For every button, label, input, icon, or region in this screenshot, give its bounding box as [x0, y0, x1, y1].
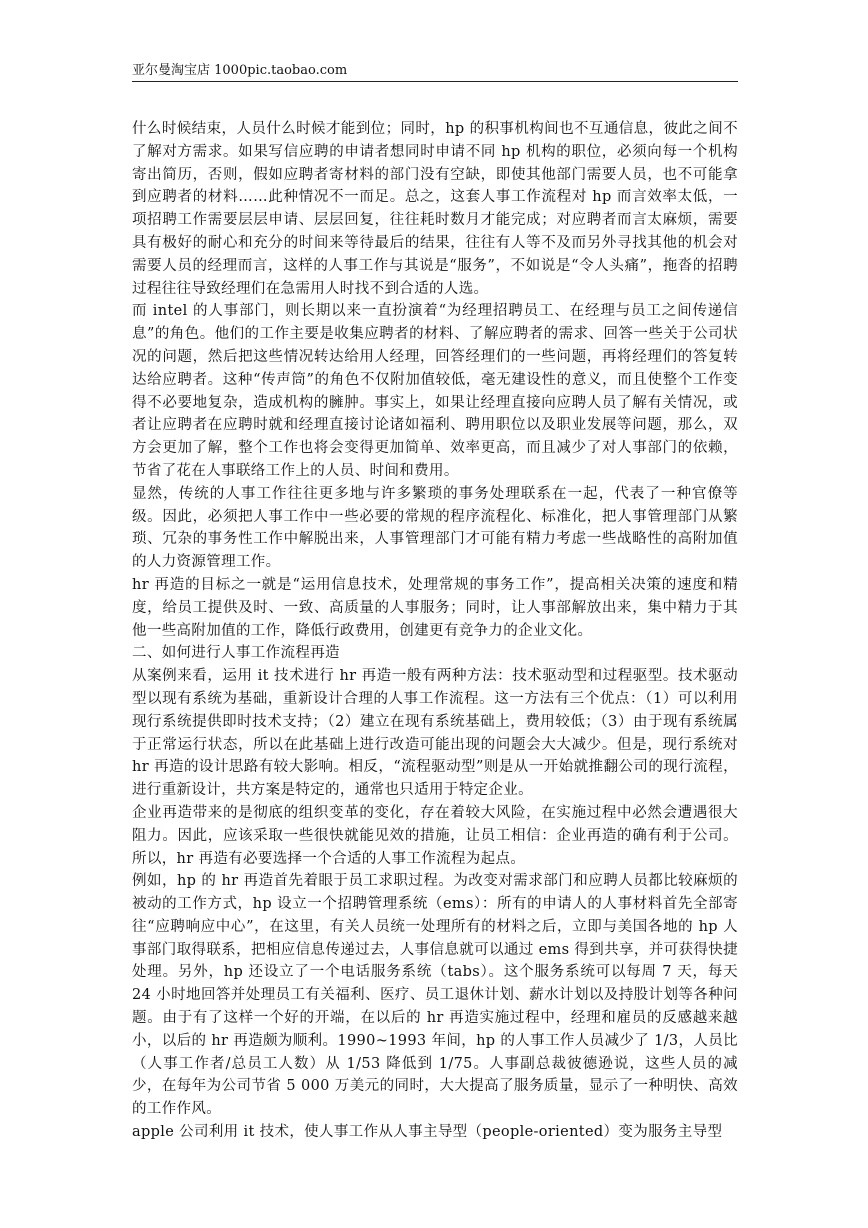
paragraph-intel-hr-role: 而 intel 的人事部门，则长期以来一直扮演着“为经理招聘员工、在经理与员工之间传递信息”的角色。他们的工作主要是收集应聘者的材料、了解应聘者的需求、回答一些关于公司状况的问题，然后把这些情况转达给用人经理，回答经理们的一些问题，再将经理们的答复转达给应聘者。这种“传声筒”的角色不仅附加值较低，毫无建设性的意义，而且使整个工作变得不必要地复杂，造成机构的臃肿。事实上，如果让经理直接向应聘人员了解有关情况，或者让应聘者在应聘时就和经理直接讨论诸如福利、聘用职位以及职业发展等问题，那么，双方会更加了解，整个工作也将会变得更加简单、效率更高，而且减少了对人事部门的依赖，节省了花在人事联络工作上的人员、时间和费用。: [132, 303, 738, 479]
header-divider: [132, 81, 738, 82]
paragraph-hp-example: 例如，hp 的 hr 再造首先着眼于员工求职过程。为改变对需求部门和应聘人员都比较麻烦的被动的工作方式，hp 设立一个招聘管理系统（ems）：所有的申请人的人事材料首先全部寄往“应聘响应中心”，在这里，有关人员统一处理所有的材料之后，立即与美国各地的 hp 人事部门取得联系，把相应信息传递过去，人事信息就可以通过 ems 得到共享，并可获得快捷处理。另外，hp 还设立了一个电话服务系统（tabs）。这个服务系统可以每周 7 天，每天 24 小时地回答并处理员工有关福利、医疗、员工退休计划、薪水计划以及持股计划等各种问题。由于有了这样一个好的开端，在以后的 hr 再造实施过程中，经理和雇员的反感越来越小，以后的 hr 再造颇为顺利。1990~1993 年间，hp 的人事工作人员减少了 1/3，人员比（人事工作者/总员工人数）从 1/53 降低到 1/75。人事副总裁彼德逊说，这些人员的减少，在每年为公司节省 5 000 万美元的同时，大大提高了服务质量，显示了一种明快、高效的工作作风。: [132, 873, 738, 1118]
paragraph-apple-example: apple 公司利用 it 技术，使人事工作从人事主导型（people-oriented）变为服务主导型: [132, 1124, 723, 1141]
paragraph-reengineering-methods: 从案例来看，运用 it 技术进行 hr 再造一般有两种方法：技术驱动型和过程驱型。技术驱动型以现有系统为基础，重新设计合理的人事工作流程。这一方法有三个优点：（1）可以利用现行系统提供即时技术支持；（2）建立在现有系统基础上，费用较低；（3）由于现有系统属于正常运行状态，所以在此基础上进行改造可能出现的问题会大大减少。但是，现行系统对 hr 再造的设计思路有较大影响。相反，“流程驱动型”则是从一开始就推翻公司的现行流程，进行重新设计，共方案是特定的，通常也只适用于特定企业。: [132, 668, 738, 799]
paragraph-traditional-hr: 显然，传统的人事工作往往更多地与许多繁琐的事务处理联系在一起，代表了一种官僚等级。因此，必须把人事工作中一些必要的常规的程序流程化、标准化，把人事管理部门从繁琐、冗杂的事务性工作中解脱出来，人事管理部门才可能有精力考虑一些战略性的高附加值的人力资源管理工作。: [132, 485, 738, 571]
document-body: [132, 118, 738, 1144]
paragraph-hp-recruitment-problems: 什么时候结束，人员什么时候才能到位；同时，hp 的积事机构间也不互通信息，彼此之间不了解对方需求。如果写信应聘的申请者想同时申请不同 hp 机构的职位，必须向每一个机构寄出简历，否则，假如应聘者寄材料的部门没有空缺，即使其他部门需要人员，也不可能拿到应聘者的材料……此种情况不一而足。总之，这套人事工作流程对 hp 而言效率太低，一项招聘工作需要层层申请、层层回复，往往耗时数月才能完成；对应聘者而言太麻烦，需要具有极好的耐心和充分的时间来等待最后的结果，往往有人等不及而另外寻找其他的机会对需要人员的经理而言，这样的人事工作与其说是“服务”，不如说是“令人头痛”，拖沓的招聘过程往往导致经理们在急需用人时找不到合适的人选。: [132, 121, 738, 297]
page-header: 亚尔曼淘宝店 1000pic.taobao.com: [132, 63, 348, 78]
paragraph-change-risk: 企业再造带来的是彻底的组织变革的变化，存在着较大风险，在实施过程中必然会遭遇很大阻力。因此，应该采取一些很快就能见效的措施，让员工相信：企业再造的确有利于公司。所以，hr 再造有必要选择一个合适的人事工作流程为起点。: [132, 804, 738, 867]
section-heading: 二、如何进行人事工作流程再造: [132, 645, 340, 662]
paragraph-hr-reengineering-goal: hr 再造的目标之一就是“运用信息技术，处理常规的事务工作”，提高相关决策的速度和精度，给员工提供及时、一致、高质量的人事服务；同时，让人事部解放出来，集中精力于其他一些高附加值的工作，降低行政费用，创建更有竞争力的企业文化。: [132, 576, 738, 639]
